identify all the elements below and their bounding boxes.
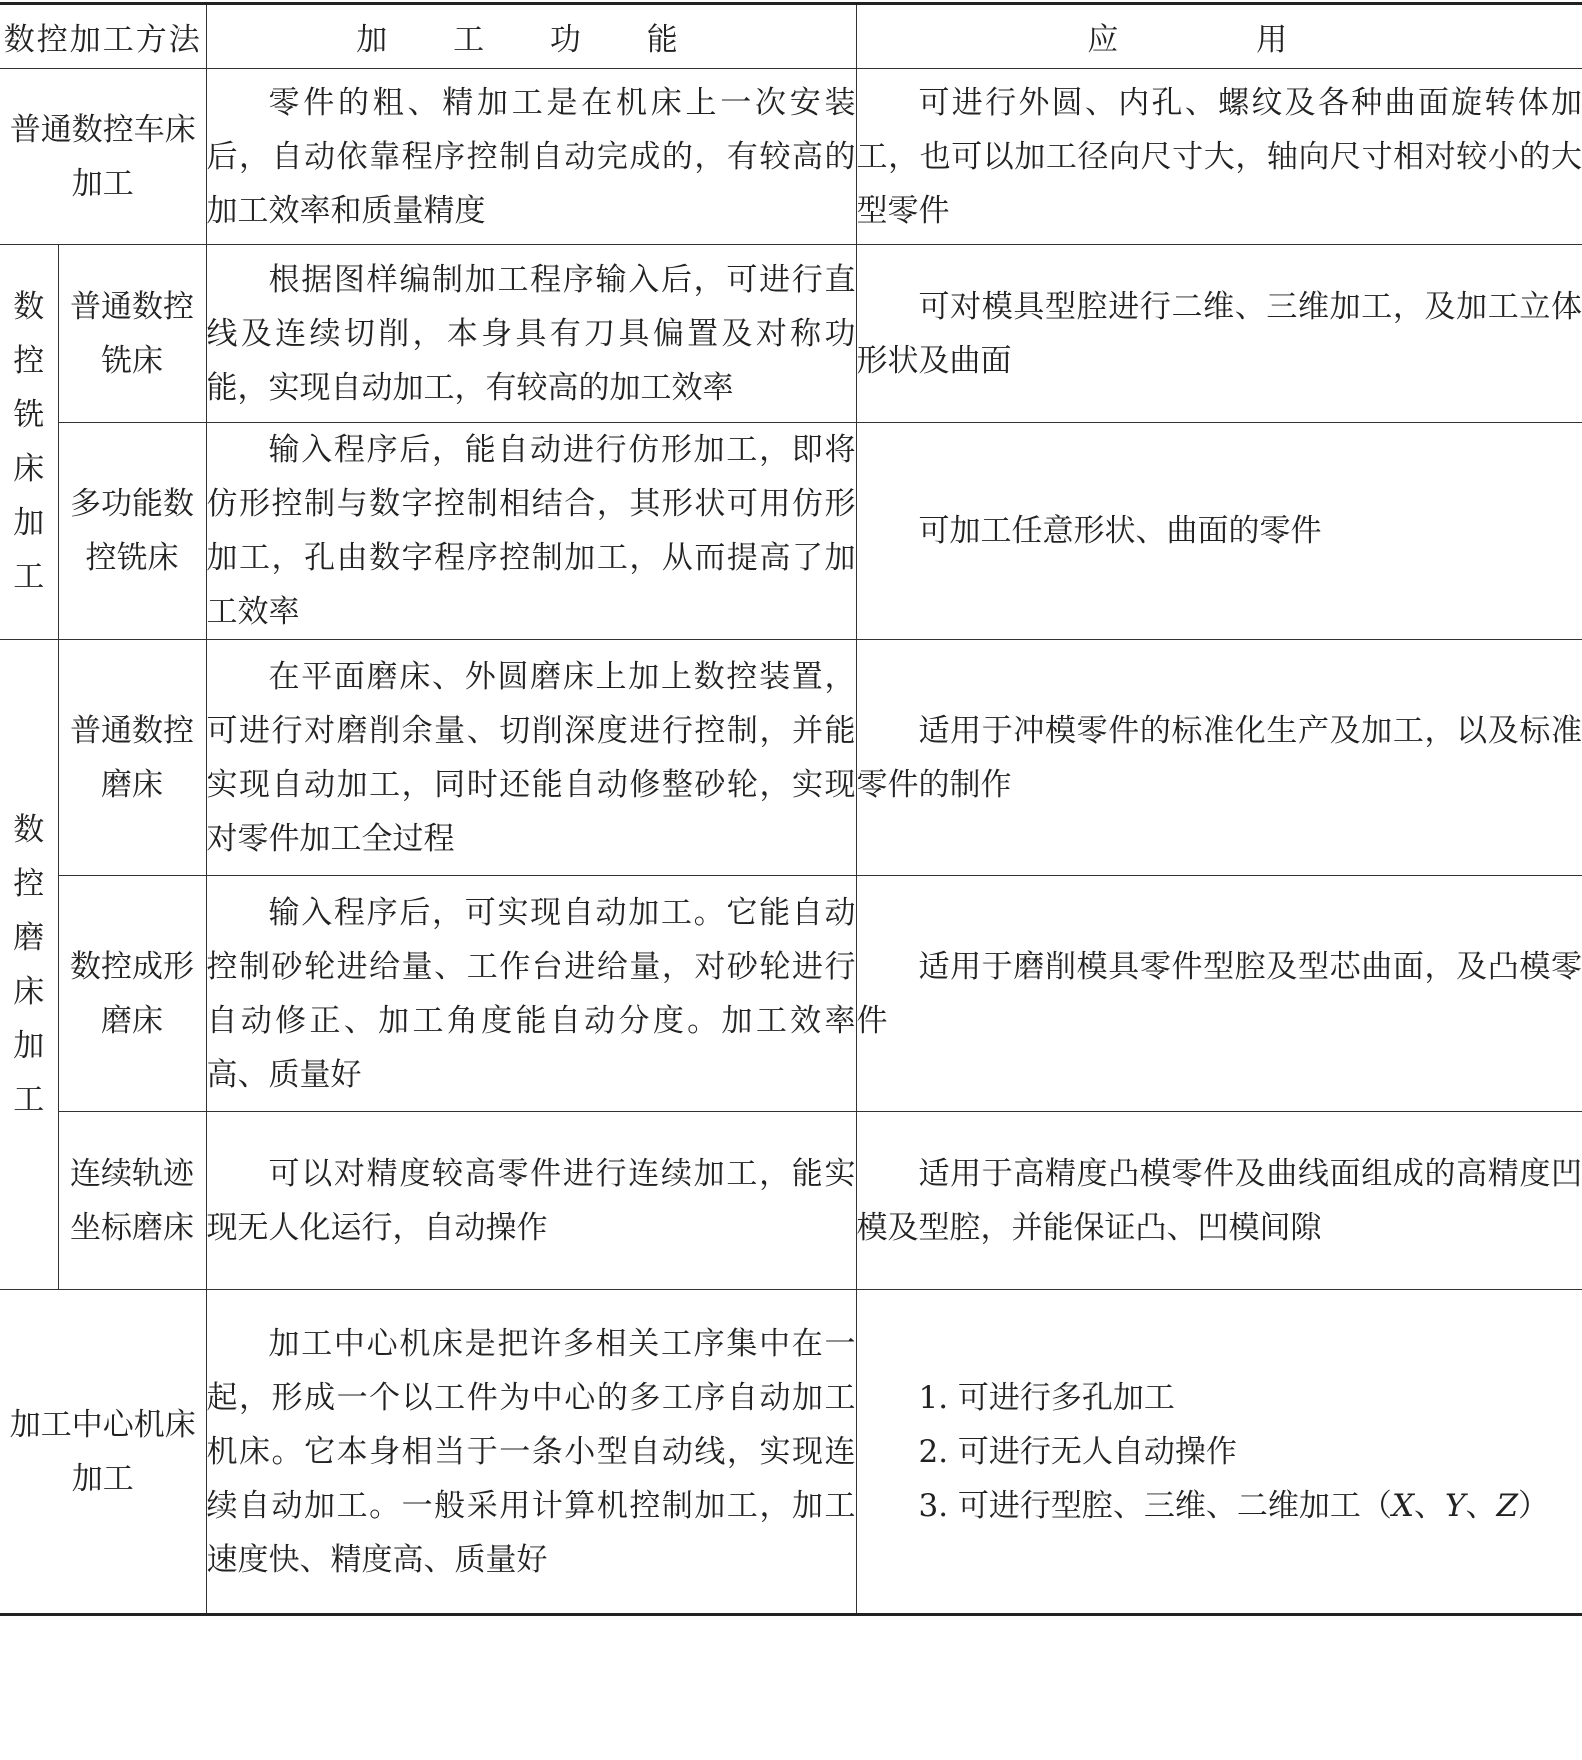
group-label-milling [0, 245, 58, 640]
header-function: 加 工 功 能 [206, 4, 856, 69]
function-text: 输入程序后，能自动进行仿形加工，即将仿形控制与数字控制相结合，其形状可用仿形加工，孔由数字程序控制加工，从而提高了加工效率 [206, 432, 856, 630]
function-text: 输入程序后，可实现自动加工。它能自动控制砂轮进给量、工作台进给量，对砂轮进行自动修正、加工角度能自动分度。加工效率高、质量好 [206, 894, 856, 1093]
application-cell [856, 640, 1582, 876]
group-char: 控 [13, 865, 45, 902]
table-row [0, 245, 1582, 423]
separator: 、 [1414, 1487, 1446, 1524]
table-row [0, 640, 1582, 876]
method-cell [0, 1290, 206, 1615]
list-item: 1. 可进行多孔加工 [918, 1379, 1175, 1416]
method-label: 普通数控车床加工 [9, 111, 196, 202]
header-application: 应 用 [856, 4, 1582, 69]
method-cell [58, 245, 206, 423]
list-item-text: ） [1518, 1487, 1550, 1524]
application-text: 适用于磨削模具零件型腔及型芯曲面，及凸模零件 [856, 948, 1582, 1039]
method-label: 普通数控磨床 [70, 712, 194, 803]
list-item: 2. 可进行无人自动操作 [918, 1433, 1237, 1470]
cnc-methods-table [0, 2, 1582, 1616]
group-char: 工 [13, 1081, 45, 1118]
application-text: 适用于高精度凸模零件及曲线面组成的高精度凹模及型腔，并能保证凸、凹模间隙 [856, 1155, 1582, 1246]
application-cell [856, 423, 1582, 640]
separator: 、 [1465, 1487, 1497, 1524]
header-row [0, 4, 1582, 69]
function-cell [206, 640, 856, 876]
method-label: 普通数控铣床 [70, 288, 194, 379]
group-char: 工 [13, 559, 45, 595]
application-cell [856, 1290, 1582, 1615]
function-text: 在平面磨床、外圆磨床上加上数控装置，可进行对磨削余量、切削深度进行控制，并能实现自动加工，同时还能自动修整砂轮，实现对零件加工全过程 [206, 658, 856, 857]
function-cell [206, 1112, 856, 1290]
method-label: 多功能数控铣床 [70, 486, 194, 576]
group-char: 控 [13, 343, 45, 379]
application-cell [856, 69, 1582, 245]
application-text: 可对模具型腔进行二维、三维加工，及加工立体形状及曲面 [856, 288, 1582, 379]
axis-x: X [1391, 1487, 1415, 1524]
function-cell [206, 876, 856, 1112]
function-text: 零件的粗、精加工是在机床上一次安装后，自动依靠程序控制自动完成的，有较高的加工效率和质量精度 [206, 84, 856, 229]
function-cell [206, 69, 856, 245]
application-cell [856, 245, 1582, 423]
axis-z: Z [1496, 1487, 1519, 1524]
function-cell [206, 423, 856, 640]
table-row [0, 1290, 1582, 1615]
function-text: 根据图样编制加工程序输入后，可进行直线及连续切削，本身具有刀具偏置及对称功能，实现自动加工，有较高的加工效率 [206, 261, 856, 406]
group-char: 数 [13, 811, 45, 848]
group-char: 数 [13, 289, 45, 325]
method-cell [0, 69, 206, 245]
table-row [0, 876, 1582, 1112]
method-label: 加工中心机床加工 [9, 1406, 196, 1497]
group-char: 磨 [13, 919, 45, 956]
method-cell [58, 876, 206, 1112]
axis-y: Y [1445, 1487, 1466, 1524]
group-char: 床 [13, 451, 45, 487]
method-label: 连续轨迹坐标磨床 [70, 1155, 194, 1246]
application-list [857, 1371, 1582, 1533]
table-row [0, 423, 1582, 640]
application-cell [856, 1112, 1582, 1290]
method-cell [58, 640, 206, 876]
list-item [857, 1479, 1582, 1533]
application-text: 可加工任意形状、曲面的零件 [918, 513, 1322, 549]
function-cell [206, 1290, 856, 1615]
header-method: 数控加工方法 [0, 4, 206, 69]
group-char: 铣 [13, 397, 45, 433]
application-cell [856, 876, 1582, 1112]
function-cell [206, 245, 856, 423]
function-text: 可以对精度较高零件进行连续加工，能实现无人化运行，自动操作 [206, 1155, 856, 1246]
table-row [0, 1112, 1582, 1290]
method-cell [58, 423, 206, 640]
function-text: 加工中心机床是把许多相关工序集中在一起，形成一个以工件为中心的多工序自动加工机床。它本身相当于一条小型自动线，实现连续自动加工。一般采用计算机控制加工，加工速度快、精度高、质量好 [206, 1325, 856, 1578]
application-text: 可进行外圆、内孔、螺纹及各种曲面旋转体加工，也可以加工径向尺寸大，轴向尺寸相对较小的大型零件 [856, 84, 1582, 229]
method-label: 数控成形磨床 [70, 948, 194, 1039]
group-char: 加 [13, 1027, 45, 1064]
group-char: 床 [13, 973, 45, 1010]
table-row [0, 69, 1582, 245]
application-text: 适用于冲模零件的标准化生产及加工，以及标准零件的制作 [856, 712, 1582, 803]
group-label-grinding [0, 640, 58, 1290]
group-char: 加 [13, 505, 45, 541]
method-cell [58, 1112, 206, 1290]
list-item-text: 3. 可进行型腔、三维、二维加工（ [918, 1487, 1392, 1524]
